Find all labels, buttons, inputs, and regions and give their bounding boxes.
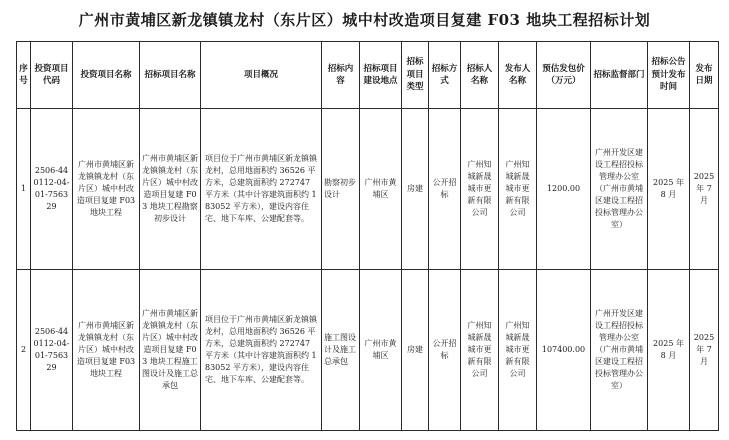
cell-investment-name: 广州市黄埔区新龙镇镇龙村（东片区）城中村改造项目复建 F03 地块工程: [73, 270, 140, 431]
header-tender-name: 招标项目名称: [140, 42, 201, 109]
header-type: 招标项目类型: [402, 42, 429, 109]
cell-announce-time: 2025 年 8 月: [648, 270, 690, 431]
cell-publish-date: 2025 年 7 月: [690, 270, 719, 431]
table-header-row: [17, 42, 719, 109]
header-price: 预估发包价（万元）: [537, 42, 591, 109]
cell-publish-date: 2025 年 7 月: [690, 109, 719, 270]
cell-publisher: 广州知城新晟城市更新有限公司: [499, 109, 537, 270]
header-publisher: 发布人名称: [499, 42, 537, 109]
cell-tenderer: 广州知城新晟城市更新有限公司: [461, 270, 499, 431]
header-publish-date: 发布日期: [690, 42, 719, 109]
header-code: 投资项目代码: [31, 42, 73, 109]
tender-plan-table: [16, 41, 719, 431]
header-index: 序号: [17, 42, 31, 109]
cell-index: 2: [17, 270, 31, 431]
header-overview: 项目概况: [201, 42, 322, 109]
cell-investment-name: 广州市黄埔区新龙镇镇龙村（东片区）城中村改造项目复建 F03 地块工程: [73, 109, 140, 270]
cell-code: 2506-440112-04-01-756329: [31, 270, 73, 431]
header-announce-time: 招标公告预计发布时间: [648, 42, 690, 109]
header-location: 招标项目建设地点: [360, 42, 402, 109]
cell-supervisor: 广州开发区建设工程招投标管理办公室（广州市黄埔区建设工程招投标管理办公室）: [591, 109, 648, 270]
cell-method: 公开招标: [429, 270, 461, 431]
cell-type: 房建: [402, 270, 429, 431]
cell-price: 1200.00: [537, 109, 591, 270]
cell-type: 房建: [402, 109, 429, 270]
table-row: [17, 109, 719, 270]
header-supervisor: 招标监督部门: [591, 42, 648, 109]
table-row: [17, 270, 719, 431]
cell-overview: 项目位于广州市黄埔区新龙镇镇龙村，总用地面积约 36526 平方米，总建筑面积约 272747 平方米（其中计容建筑面积约 183052 平方米），建设内容住宅、地下车库、公建配套等。: [201, 109, 322, 270]
cell-index: 1: [17, 109, 31, 270]
header-method: 招标方式: [429, 42, 461, 109]
cell-code: 2506-440112-04-01-756329: [31, 109, 73, 270]
cell-tender-name: 广州市黄埔区新龙镇镇龙村（东片区）城中村改造项目复建 F03 地块工程勘察初步设计: [140, 109, 201, 270]
header-tenderer: 招标人名称: [461, 42, 499, 109]
cell-location: 广州市黄埔区: [360, 270, 402, 431]
cell-announce-time: 2025 年 8 月: [648, 109, 690, 270]
cell-location: 广州市黄埔区: [360, 109, 402, 270]
cell-content: 施工图设计及施工总承包: [322, 270, 360, 431]
header-content: 招标内容: [322, 42, 360, 109]
cell-publisher: 广州知城新晟城市更新有限公司: [499, 270, 537, 431]
cell-content: 勘察初步设计: [322, 109, 360, 270]
header-investment-name: 投资项目名称: [73, 42, 140, 109]
page-title: 广州市黄埔区新龙镇镇龙村（东片区）城中村改造项目复建 F03 地块工程招标计划: [78, 11, 651, 29]
cell-price: 107400.00: [537, 270, 591, 431]
cell-supervisor: 广州开发区建设工程招投标管理办公室（广州市黄埔区建设工程招投标管理办公室）: [591, 270, 648, 431]
cell-tenderer: 广州知城新晟城市更新有限公司: [461, 109, 499, 270]
cell-method: 公开招标: [429, 109, 461, 270]
cell-overview: 项目位于广州市黄埔区新龙镇镇龙村，总用地面积约 36526 平方米，总建筑面积约 272747 平方米（其中计容建筑面积约 183052 平方米），建设内容住宅、地下车库、公建配套等。: [201, 270, 322, 431]
cell-tender-name: 广州市黄埔区新龙镇镇龙村（东片区）城中村改造项目复建 F03 地块工程施工图设计及施工总承包: [140, 270, 201, 431]
